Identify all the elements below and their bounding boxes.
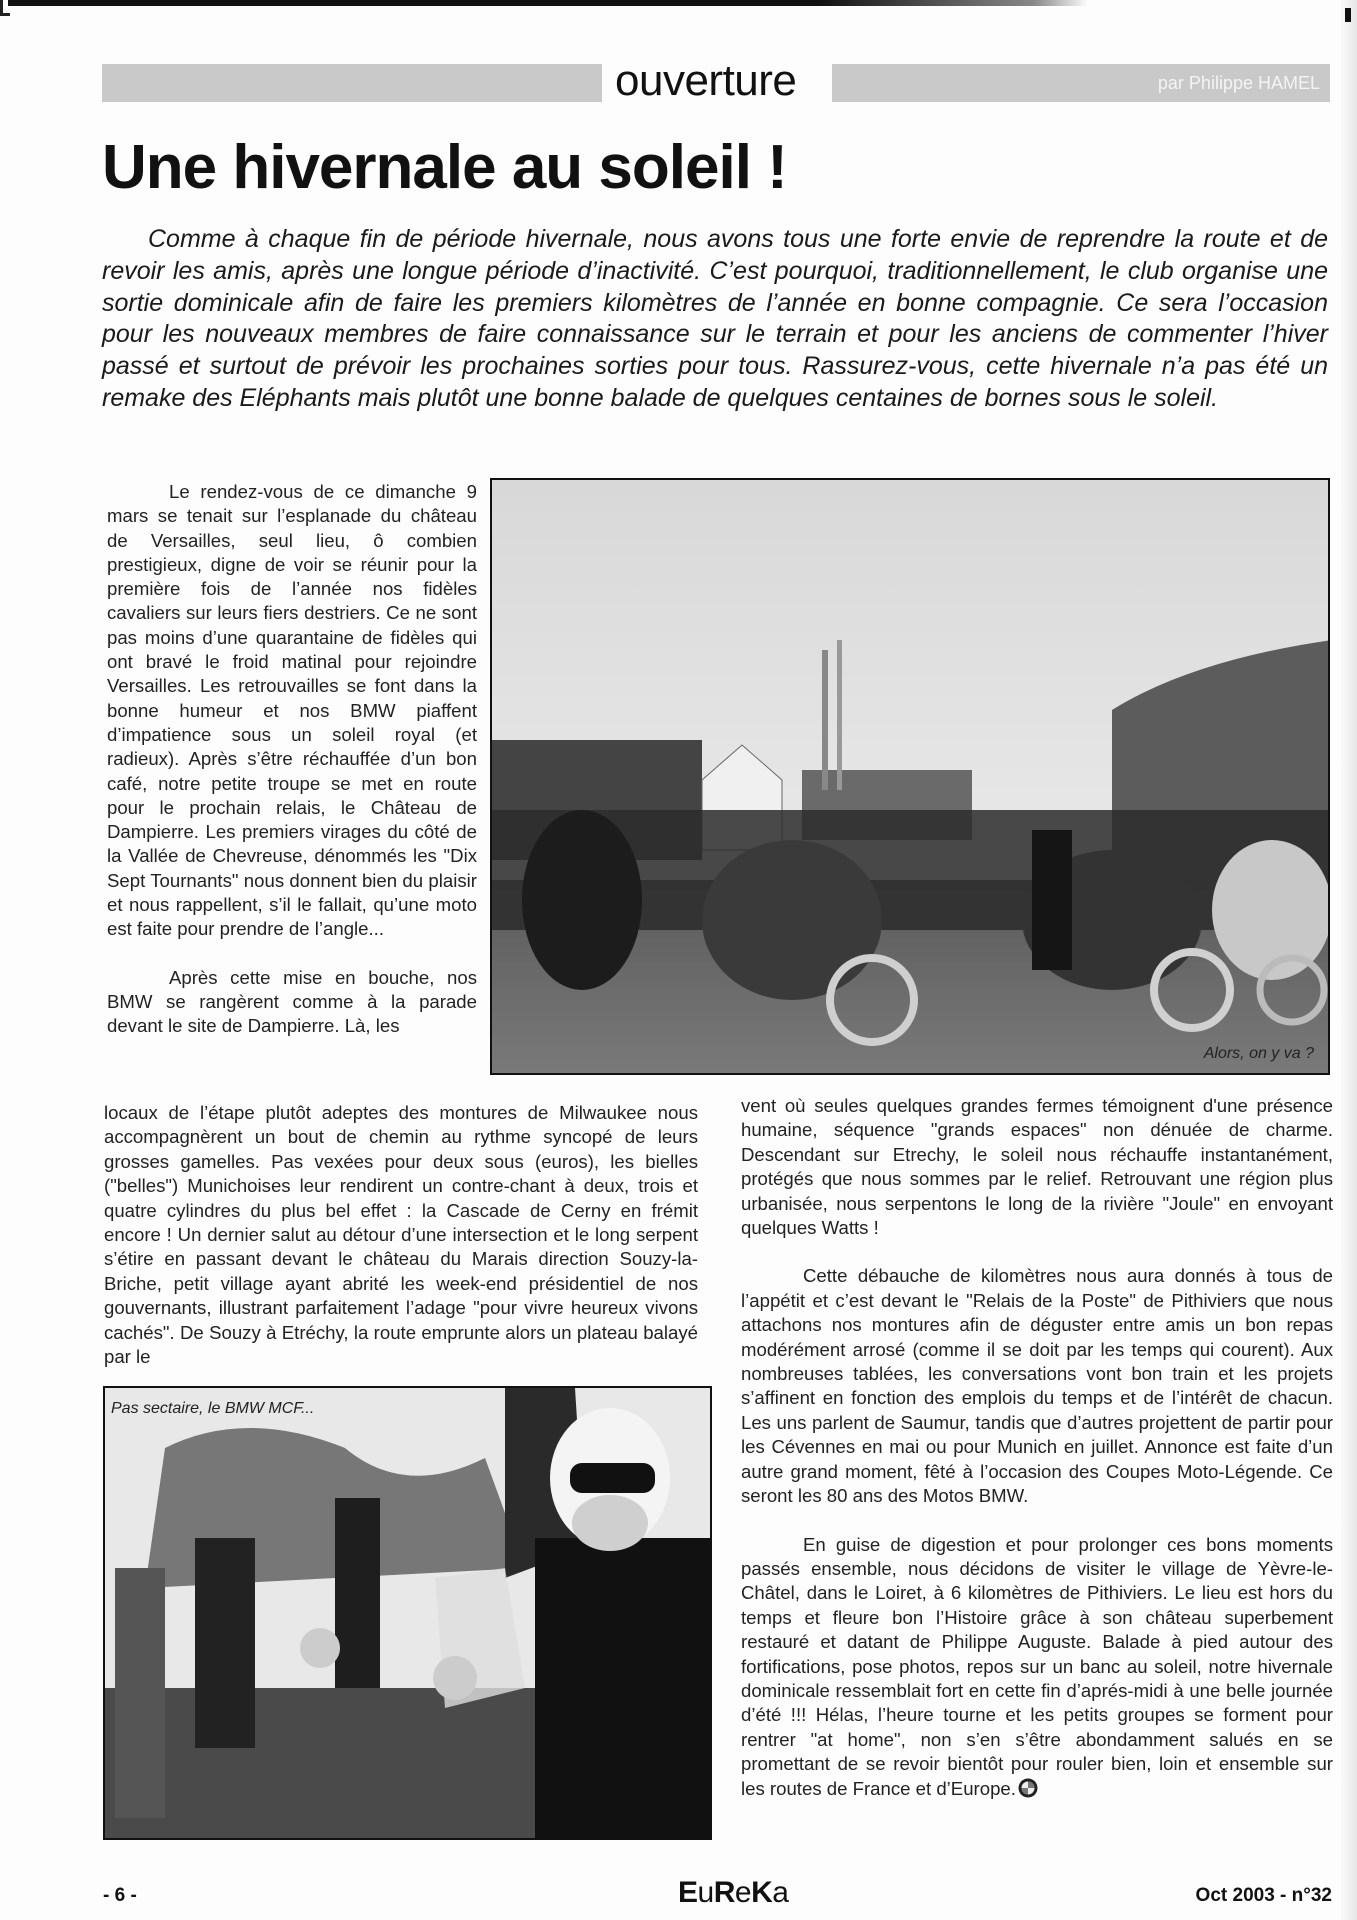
crop-mark xyxy=(1345,8,1351,22)
photo-caption: Alors, on y va ? xyxy=(1203,1045,1314,1062)
article-intro xyxy=(102,224,1328,415)
page-top-edge xyxy=(8,0,1088,6)
photo-image xyxy=(105,1388,712,1840)
paragraph-2-start: Après cette mise en bouche, nos BMW se rangèrent comme à la parade devant le site de Dampierre. Là, les xyxy=(107,966,477,1037)
page-number: - 6 - xyxy=(103,1885,137,1906)
logo-letter: K xyxy=(751,1876,773,1909)
photo-motorcycles-group xyxy=(490,478,1330,1075)
magazine-logo xyxy=(678,1876,788,1910)
logo-letter: R xyxy=(713,1876,735,1909)
paragraph-3: Cette débauche de kilomètres nous aura donnés à tous de l’appétit et c’est devant le "Relais de la Poste" de Pithiviers que nous attachons nos montures afin de déguster entre amis un bon repas modérément arrosé (comme il se doit par les temps qui courent). Aux nombreuses tablées, les conversations vont bon train et les projets s’affinent en fonction des emplois du temps et de l’intérêt de chacun. Les uns parlent de Saumur, tandis que d’autres projettent de partir pour les Cévennes en mai ou pour Munich en juillet. Annonce est faite d’un autre grand moment, fêté à l’occasion des Coupes Moto-Légende. Ce seront les 80 ans des Motos BMW. xyxy=(741,1265,1333,1507)
right-column xyxy=(741,1094,1333,1801)
issue-date: Oct 2003 - n°32 xyxy=(1195,1885,1332,1906)
left-column xyxy=(107,480,477,1039)
paragraph-1: Le rendez-vous de ce dimanche 9 mars se tenait sur l’esplanade du château de Versailles, seul lieu, ô combien prestigieux, digne de voir se réunir pour la première fois de l’année nos fidèles cavaliers sur leurs fiers destriers. Ce ne sont pas moins d’une quarantaine de fidèles qui ont bravé le froid matinal pour rejoindre Versailles. Les retrouvailles se font dans la bonne humeur et nos BMW piaffent d’impatience sous un soleil royal (et radieux). Après s’être réchauffée d’un bon café, notre petite troupe se met en route pour le prochain relais, le Château de Dampierre. Les premiers virages du côté de la Vallée de Chevreuse, dénommés les "Dix Sept Tournants" nous donnent bien du plaisir et nous rappellent, s’il le fallait, qu’une moto est faite pour prendre de l’angle... xyxy=(107,481,477,940)
intro-text: Comme à chaque fin de période hivernale, nous avons tous une forte envie de reprendre la route et de revoir les amis, après une longue période d’inactivité. C’est pourquoi, traditionnellement, le club organise une sortie dominicale afin de faire les premiers kilomètres de l’année en bonne compagnie. Ce sera l’occasion pour les nouveaux membres de faire connaissance sur le terrain et pour les anciens de commenter l’hiver passé et surtout de prévoir les prochaines sorties pour tous. Rassurez-vous, cette hivernale n’a pas été un remake des Eléphants mais plutôt une bonne balade de quelques centaines de bornes sous le soleil. xyxy=(102,225,1328,412)
logo-letter: u xyxy=(697,1876,714,1909)
paragraph-4: En guise de digestion et pour prolonger ces bons moments passés ensemble, nous décidons de visiter le village de Yèvre-le-Châtel, dans le Loiret, à 6 kilomètres de Pithiviers. Le lieu est hors du temps et fleure bon l’Histoire grâce à son château superbement restauré et datant de Philippe Auguste. Balade à pied autour des fortifications, pose photos, repos sur un banc au soleil, notre hivernale dominicale ressemblait fort en cette fin d’aprés-midi à une belle journée d’été !!! Hélas, l’heure tourne et les petits groupes se forment pour rentrer "at home", non s’en s’être abondamment salués en se promettant de se revoir bientôt pour rouler bien, loin et ensemble sur les routes de France et d’Europe. xyxy=(741,1533,1333,1799)
page-right-edge xyxy=(1341,0,1357,1920)
rubric-bar-right xyxy=(832,64,1330,102)
logo-letter: e xyxy=(734,1876,752,1909)
crop-mark xyxy=(0,0,10,16)
wide-column-text xyxy=(104,1101,698,1369)
photo-image xyxy=(492,480,1330,1075)
photo-caption: Pas sectaire, le BMW MCF... xyxy=(111,1400,315,1417)
rubric-header xyxy=(102,56,1330,105)
article-title: Une hivernale au soleil ! xyxy=(102,133,787,202)
logo-letter: a xyxy=(772,1876,789,1909)
paragraph-2-end: vent où seules quelques grandes fermes témoignent d'une présence humaine, séquence "grands espaces" non dénuée de charme. Descendant sur Etrechy, le soleil nous réchauffe instantanément, protégés que nous sommes par le relief. Retrouvant une région plus urbanisée, nous serpentons le long de la rivière "Joule" en envoyant quelques Watts ! xyxy=(741,1095,1333,1239)
rubric-bar-left xyxy=(102,64,602,102)
bmw-roundel-icon xyxy=(1018,1778,1038,1798)
photo-cruisers xyxy=(103,1386,712,1840)
logo-letter: E xyxy=(678,1876,698,1909)
paragraph-2-continued: locaux de l’étape plutôt adeptes des montures de Milwaukee nous accompagnèrent un bout de chemin au rythme syncopé de leurs grosses gamelles. Pas vexées pour deux sous (euros), les bielles ("belles") Munichoises leur rendirent un contre-chant à deux, trois et quatre cylindres du plus bel effet : la Cascade de Cerny en frémit encore ! Un dernier salut au détour d’une intersection et le long serpent s’étire en passant devant le château du Marais direction Souzy-la-Briche, petit village ayant abrité les week-end présidentiel de nos gouvernants, illustrant parfaitement l’adage "pour vivre heureux vivons cachés". De Souzy à Etréchy, la route emprunte alors un plateau balayé par le xyxy=(104,1102,698,1368)
author-byline: par Philippe HAMEL xyxy=(1157,73,1320,93)
rubric-label: ouverture xyxy=(615,56,797,105)
